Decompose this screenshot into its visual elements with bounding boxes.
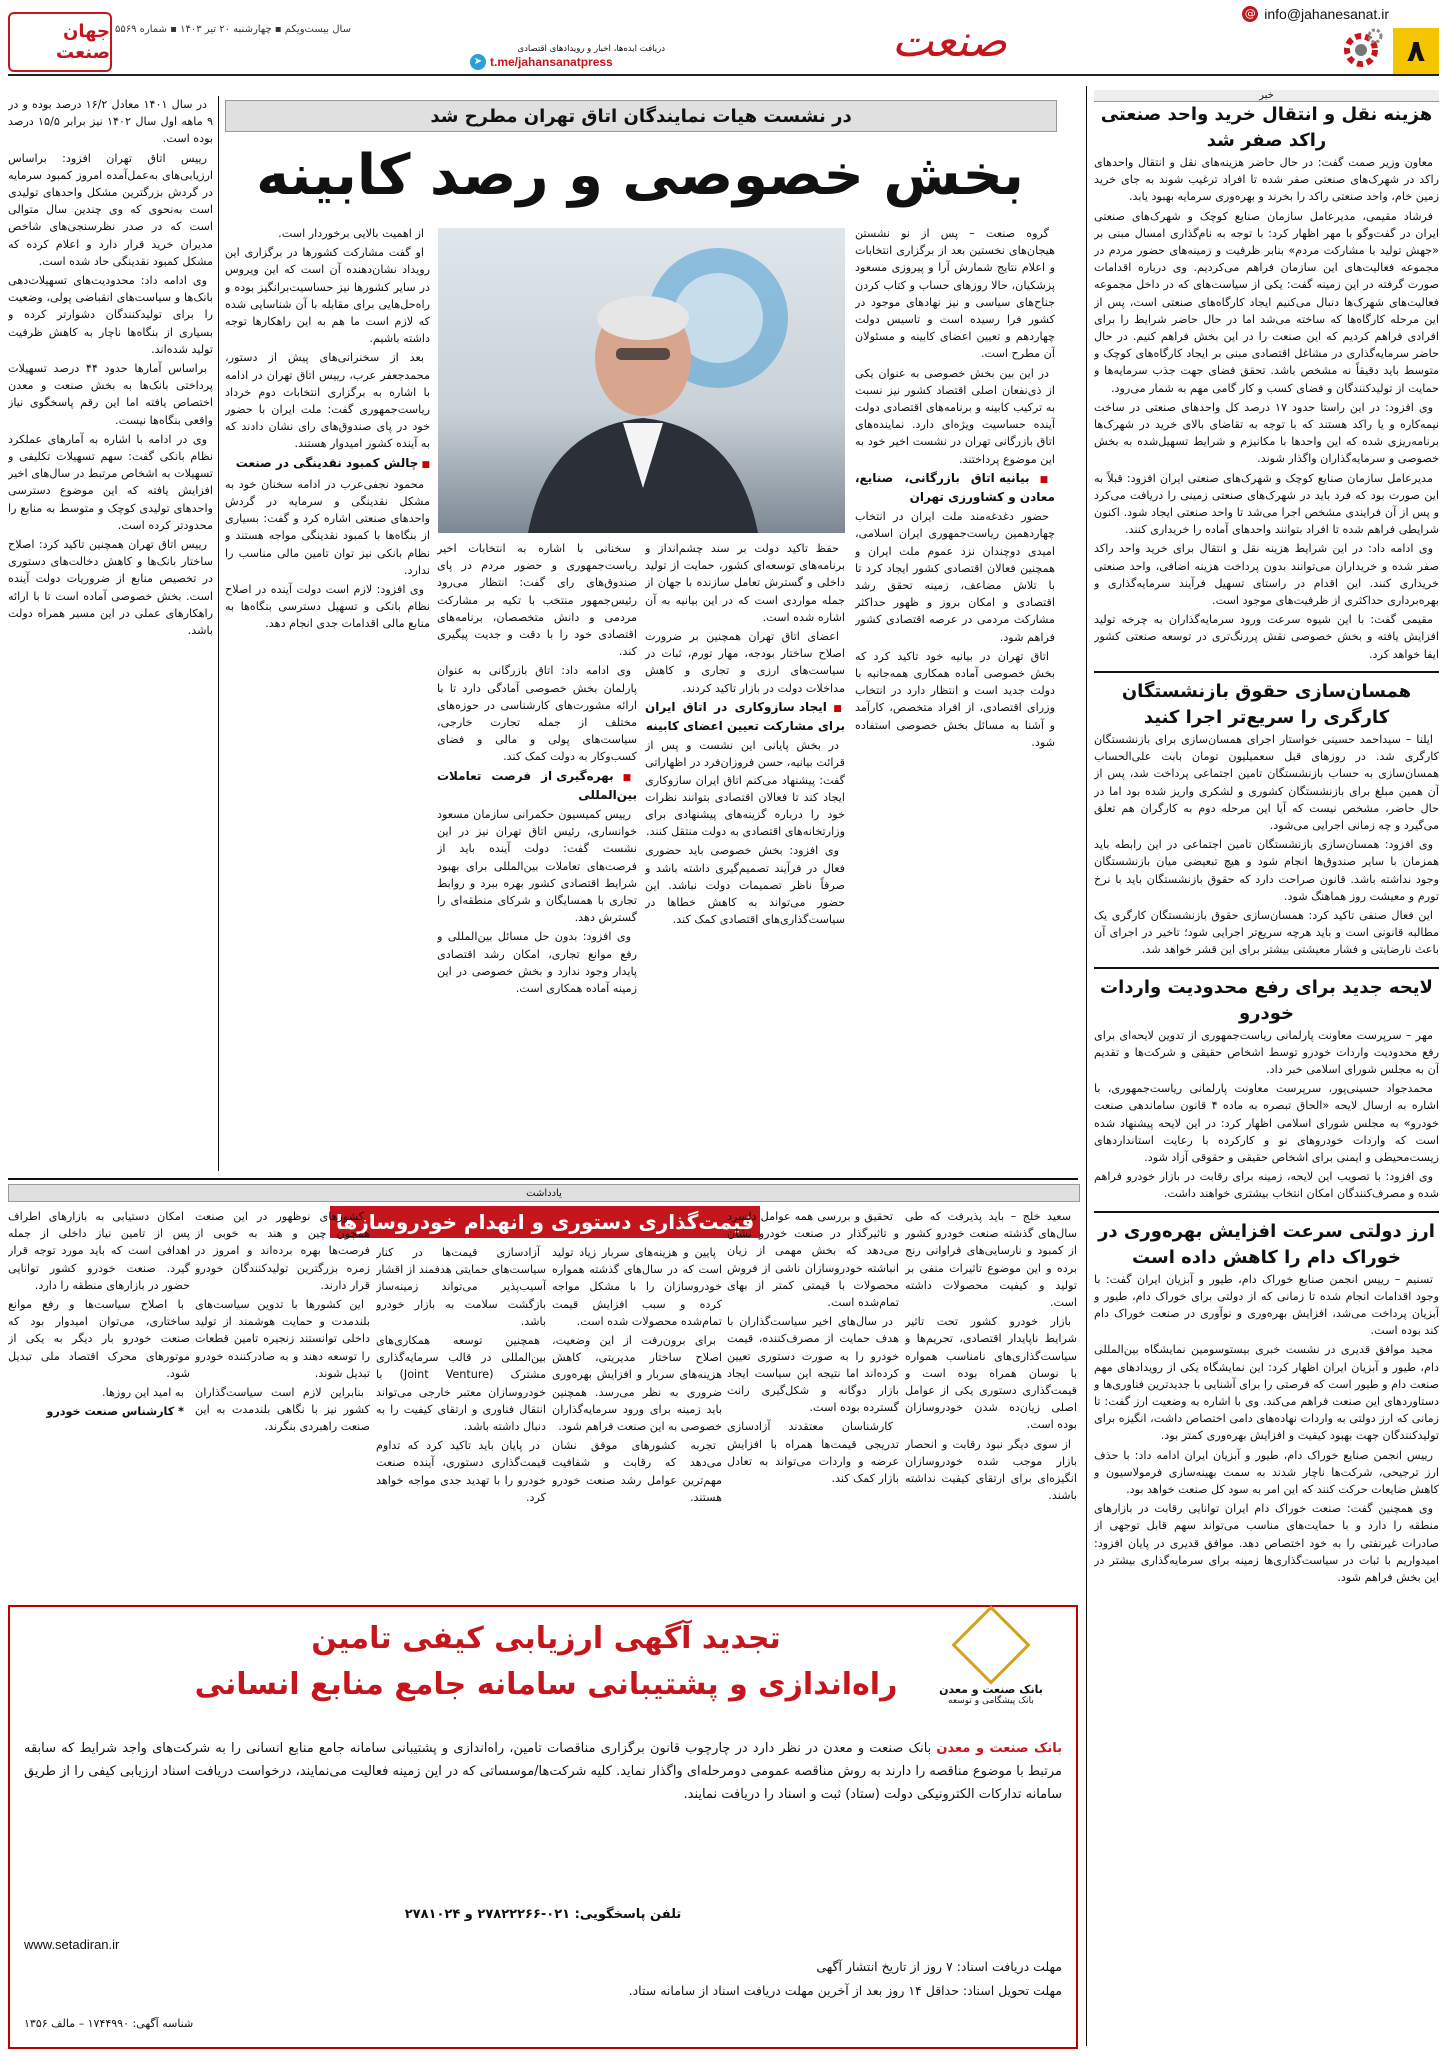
ad-title-1: تجدید آگهی ارزیابی کیفی تامین	[311, 1621, 781, 1656]
main-para: در بخش پایانی این نشست و پس از قرائت بیانیه، حسن فروزان‌فرد در اظهاراتی گفت: پیشنهاد می‌کنم اتاق ایران سازوکاری ایجاد کند تا فعالان اقتصادی بتوانند نظرات خود را درباره گزینه‌های پیشنهادی برای وزارتخانه‌های اقتصادی به دولت منتقل کنند.	[645, 739, 845, 839]
story4-para: رییس انجمن صنایع خوراک دام، طیور و آبزیان ایران ادامه داد: با حذف ارز ترجیحی، شرکت‌ها ناچار شدند به سمت بهینه‌سازی فرمولاسیون و کاهش ضایعات حرکت کنند که این امر به سود کل صنعت خواهد بود.	[1094, 1448, 1439, 1496]
telegram-icon: ➤	[470, 54, 486, 70]
opinion-col-5	[195, 1208, 370, 1598]
opinion-para: برای برون‌رفت از این وضعیت، اصلاح ساختار مدیریتی، کاهش هزینه‌های سربار و افزایش بهره‌وری ضروری به نظر می‌رسد. همچنین باید زمینه برای ورود سرمایه‌گذاران خصوصی به این صنعت فراهم شود.	[552, 1334, 722, 1434]
story2-para: وی افزود: همسان‌سازی بازنشستگان تامین اجتماعی در این رابطه باید همزمان با سایر صندوق‌ها انجام شود و هیچ تبعیضی میان بازنشستگان وجود نداشته باشد. قانون صراحت دارد که حقوق بازنشستگان باید با نرخ تورم و معیشت روز هماهنگ شود.	[1094, 838, 1439, 903]
main-para: وی افزود: بدون حل مسائل بین‌المللی و رفع موانع تجاری، امکان رشد اقتصادی پایدار وجود ندارد و بخش خصوصی در این زمینه آماده همکاری است.	[437, 930, 637, 996]
ad-doc-note: مهلت دریافت اسناد: ۷ روز از تاریخ انتشار آگهی	[816, 1959, 1062, 1974]
main-col-d	[225, 225, 430, 1170]
page-number: ۸	[1406, 33, 1426, 69]
main-para: اعضای اتاق تهران همچنین بر ضرورت اصلاح ساختار بودجه، مهار تورم، ثبات در سیاست‌های ارزی و تجاری و کاهش مداخلات دولت در بازار تاکید کردند.	[645, 630, 845, 695]
header-rule	[8, 74, 1439, 76]
main-para: رییس اتاق تهران همچنین تاکید کرد: اصلاح ساختار بانک‌ها و کاهش دخالت‌های دستوری در تخصیص منابع از ضروریات دولت آینده است. بخش خصوصی آماده است تا با ارائه راهکارهای عملی در این مسیر همراه دولت باشد.	[8, 538, 213, 638]
main-col-a	[855, 225, 1055, 1170]
story3-para: مهر – سرپرست معاونت پارلمانی ریاست‌جمهوری از تدوین لایحه‌ای برای رفع محدودیت واردات خودرو توسط اشخاص حقیقی و شرکت‌ها و تقدیم آن به مجلس شورای اسلامی خبر داد.	[1094, 1028, 1439, 1076]
opinion-kicker: یادداشت	[526, 1187, 562, 1199]
opinion-para: در سال‌های اخیر سیاست‌گذاران با هدف حمایت از مصرف‌کننده، قیمت خودرو را به صورت دستوری تعیین کرده‌اند اما نتیجه این سیاست ایجاد بازار دوگانه و شکل‌گیری رانت گسترده بوده است.	[727, 1315, 899, 1415]
main-subhead: ■ چالش کمبود نقدینگی در صنعت	[225, 455, 430, 474]
ad-title-2: راه‌اندازی و پشتیبانی سامانه جامع منابع انسانی	[194, 1667, 898, 1702]
opinion-para: امکان دستیابی به بازارهای اطراف پس از تامین نیاز داخلی از جمله اهدافی است که باید مورد توجه قرار گیرد. صنعت خودرو کشور توانایی حضور در بازارهای منطقه را دارد.	[8, 1210, 190, 1292]
ad-phone: تلفن پاسخگویی: ۰۲۱-۲۷۸۲۲۲۶۶ و ۲۷۸۱۰۲۴	[404, 1907, 682, 1922]
story3-body	[1094, 1027, 1439, 1205]
main-para: اتاق تهران در بیانیه خود تاکید کرد که بخش خصوصی آماده همکاری همه‌جانبه با دولت جدید است و انتظار دارد در انتخاب وزرای اقتصادی، از افراد متخصص، کارآمد و آشنا به مسائل بخش خصوصی استفاده شود.	[855, 649, 1055, 749]
opinion-para: تحقیق و بررسی همه عوامل دلسرد و تاثیرگذار در صنعت خودرو نشان می‌دهد که بخش مهمی از زیان انباشته خودروسازان ناشی از فروش محصولات با قیمتی کمتر از بهای تمام‌شده است.	[727, 1210, 899, 1310]
story2-para: این فعال صنفی تاکید کرد: همسان‌سازی حقوق بازنشستگان کارگری یک مطالبه قانونی است و باید هرچه سریع‌تر اجرایی شود؛ تاخیر در اجرای آن باعث نارضایتی و فشار معیشتی بیشتر برای این قشر خواهد شد.	[1094, 908, 1439, 957]
main-kicker: در نشست هیات نمایندگان اتاق تهران مطرح شد	[430, 105, 852, 127]
opinion-para: این کشورها با تدوین سیاست‌های بلندمدت و حمایت هوشمند از تولید داخلی توانستند زنجیره تامین قطعات را توسعه دهند و به صادرکننده خودرو تبدیل شوند.	[195, 1298, 370, 1380]
main-para: حضور دغدغه‌مند ملت ایران در انتخاب چهاردهمین ریاست‌جمهوری ایران اسلامی، امیدی دوچندان نزد عموم ملت ایران و همچنین فعالان اقتصادی کشور ایجاد کرد تا با تلاش مضاعف، زمینه تحقق رشد اقتصادی و امکان بروز و ظهور حداکثر مشارکت مردمی در عرصه اقتصادی کشور فراهم شود.	[855, 510, 1055, 644]
main-para: گروه صنعت – پس از نو نشستن هیجان‌های نخستین بعد از برگزاری انتخابات و اعلام نتایج شمارش آرا و پیروزی مسعود پزشکیان، حالا روزهای حساب و کتاب کردن جناح‌های سیاسی و نیز نهادهای موجود در کشور فرا رسیده است و تاسیس دولت چهاردهم و تعیین اعضای کابینه و مسئولان آن مطرح است.	[855, 227, 1055, 361]
ad-code: شناسه آگهی: ۱۷۴۴۹۹۰ – مالف ۱۳۵۶	[24, 2017, 194, 2030]
story4-body	[1094, 1271, 1439, 1589]
main-para: در این بین بخش خصوصی به عنوان یکی از ذی‌نفعان اصلی اقتصاد کشور نیز نسبت به ترکیب کابینه و برنامه‌های اقتصادی دولت آینده حساسیت ویژه‌ای دارد. نماینده‌های اتاق بازرگانی تهران در نشست اخیر خود به این موضوع پرداختند.	[855, 366, 1055, 466]
opinion-para: پایین و هزینه‌های سربار زیاد تولید است که در سال‌های گذشته همواره خودروسازان را با مشکل مواجه کرده و سبب افزایش قیمت تمام‌شده محصولات شده است.	[552, 1246, 722, 1328]
main-para: محمود نجفی‌عرب در ادامه سخنان خود به مشکل نقدینگی و سرمایه در گردش واحدهای صنعتی اشاره کرد و گفت: بسیاری از بنگاه‌ها با کمبود نقدینگی مواجه هستند و نظام بانکی نیز توان تامین مالی مناسب را ندارد.	[225, 477, 430, 577]
newspaper-logo	[8, 12, 112, 72]
ad-body-text: بانک صنعت و معدن در نظر دارد در چارچوب قانون برگزاری مناقصات تامین، راه‌اندازی و پشتیبانی سامانه جامع منابع انسانی را به شرکت‌های واجد شرایط که سابقه مرتبط با موضوع مناقصه را دارند به روش مناقصه عمومی دومرحله‌ای واگذار نماید. کلیه شرکت‌ها/موسساتی که در این زمینه فعالیت می‌نمایند، درخواست دریافت اسناد ارزیابی کیفی را از طریق سامانه تدارکات الکترونیکی دولت (ستاد) ثبت و اسناد را دریافت نمایند.	[24, 1741, 1062, 1802]
opinion-para: بنابراین لازم است سیاست‌گذاران کشور نیز با نگاهی بلندمدت به این صنعت راهبردی بنگرند.	[195, 1386, 370, 1434]
bank-name-logo: بانک صنعت و معدن	[939, 1683, 1043, 1696]
main-kicker-bar	[225, 100, 1057, 132]
story2-para: ایلنا – سیداحمد حسینی خواستار اجرای همسان‌سازی برای بازنشستگان کارگری شد. در روزهای قبل سعمیلیون تومان بابت علی‌الحساب همسان‌سازی به حساب بازنشستگان تامین اجتماعی پرداخت شد، پس از آن همین مبلغ برای بازنشستگان کشوری و لشکری واریز شده بود اما در حال حاضر، مشخص نیست که آیا این مرحله دوم به کارگران هم تعلق می‌گیرد و چه زمانی اجرایی می‌شود.	[1094, 732, 1439, 832]
opinion-col-1	[905, 1208, 1077, 1598]
opinion-para: کشورهای نوظهور در این صنعت همچون چین و هند به خوبی از فرصت‌ها بهره برده‌اند و امروز در زمره بزرگترین تولیدکنندگان خودرو قرار دارند.	[195, 1210, 370, 1292]
main-subhead: ■ ایجاد سازوکاری در اتاق ایران برای مشارکت تعیین اعضای کابینه	[645, 699, 845, 735]
main-para: رییس اتاق تهران افزود: براساس ارزیابی‌های به‌عمل‌آمده امروز کمبود سرمایه در گردش بزرگترین مشکل واحدهای تولیدی است به‌نحوی که وی چندین سال متوالی است که در صدر نظرسنجی‌های شاخص مدیران خرید قرار دارد و اعلام کرده که مشکل کمبود نقدینگی حاد شده است.	[8, 151, 213, 268]
main-photo	[438, 228, 845, 533]
opinion-para: بازار خودرو کشور تحت تاثیر شرایط ناپایدار اقتصادی، تحریم‌ها و سیاست‌گذاری‌های نامناسب همواره با نوسان همراه بوده است و قیمت‌گذاری دستوری یکی از عوامل اصلی زیان‌ده شدن خودروسازان بوده است.	[905, 1315, 1077, 1432]
bank-logo-icon	[951, 1605, 1030, 1684]
masthead	[0, 0, 1447, 76]
main-col-c	[437, 540, 637, 1170]
opinion-title: قیمت‌گذاری دستوری و انهدام خودروسازها	[330, 1206, 760, 1238]
section-title: صنعت	[891, 16, 1007, 67]
issue-info: سال بیست‌ویکم ▪ چهارشنبه ۲۰ تیر ۱۴۰۳ ▪ شماره ۵۵۶۹	[115, 24, 351, 35]
section-divider	[8, 1178, 1078, 1180]
story1-para: معاون وزیر صمت گفت: در حال حاضر هزینه‌های نقل و انتقال واحدهای راکد در شهرک‌های صنعتی صفر شده تا افراد ترغیب شوند به جای خرید زمین خام، واحد صنعتی راکد را بخرند و بهره‌وری سرمایه بهبود یابد.	[1094, 156, 1439, 204]
telegram-box	[470, 44, 665, 72]
main-headline: بخش خصوصی و رصد کابینه	[256, 143, 1024, 208]
main-para: بعد از سخنرانی‌های پیش از دستور، محمدجعفر عرب، رییس اتاق تهران در ادامه با اشاره به برگزاری انتخابات دوم خرداد ریاست‌جمهوری گفت: ملت ایران با حضور خود در پای صندوق‌های رای نشان دادند که به آینده کشور امیدوار هستند.	[225, 351, 430, 451]
story2-body	[1094, 731, 1439, 961]
main-para: وی افزود: لازم است دولت آینده در اصلاح نظام بانکی و تسهیل دسترسی بنگاه‌ها به منابع مالی اقدامات جدی انجام دهد.	[225, 583, 430, 631]
email-row	[1242, 6, 1389, 22]
advertisement	[8, 1605, 1078, 2049]
right-column	[1094, 90, 1439, 2040]
opinion-signoff: * کارشناس صنعت خودرو	[46, 1405, 184, 1419]
main-col-e	[8, 96, 213, 1171]
ad-website[interactable]: www.setadiran.ir	[24, 1937, 120, 1952]
bank-tagline: بانک پیشگامی و توسعه	[948, 1696, 1034, 1706]
story1-para: مدیرعامل سازمان صنایع کوچک و شهرک‌های صنعتی ایران افزود: قبلاً به این صورت بود که فرد باید در شهرک‌های صنعتی زمینی را دریافت می‌کرد و پس از آن فرایندی مشخص اجرا می‌شد تا واحد صنعتی ایجاد شود. اکنون شرایطی فراهم شده تا افراد بتوانند واحدهای آماده را خریداری کنند.	[1094, 471, 1439, 537]
logo-text: جهان صنعت	[56, 21, 110, 63]
email-icon: @	[1242, 6, 1258, 22]
story3-title: لایحه جدید برای رفع محدودیت واردات خودرو	[1100, 976, 1433, 1024]
story4-para: وی همچنین گفت: صنعت خوراک دام ایران توانایی رقابت در بازارهای منطقه را دارد و با حمایت‌های مناسب می‌تواند سهم قابل توجهی از صادرات غیرنفتی را به خود اختصاص دهد. موافق قدیری در پایان افزود: امیدواریم با ثبات در سیاست‌گذاری‌ها زمینه برای سرمایه‌گذاری بیشتر در این بخش فراهم شود.	[1094, 1502, 1439, 1585]
main-para: حفظ تاکید دولت بر سند چشم‌انداز و برنامه‌های توسعه‌ای کشور، حمایت از تولید داخلی و گسترش تعامل سازنده با جهان از جمله مواردی است که در این بیانیه به آن اشاره شده است.	[645, 542, 845, 624]
main-col-b	[645, 540, 845, 1170]
main-subhead: ■ بهره‌گیری از فرصت تعاملات بین‌المللی	[437, 768, 637, 804]
ad-bank-name: بانک صنعت و معدن	[936, 1741, 1062, 1756]
opinion-col-4	[376, 1244, 546, 1598]
opinion-para: کارشناسان معتقدند آزادسازی تدریجی قیمت‌ها همراه با افزایش عرضه و واردات می‌تواند به تعادل بازار کمک کند.	[727, 1420, 899, 1486]
main-para: در سال ۱۴۰۱ معادل ۱۶/۲ درصد بوده و در ۹ ماهه اول سال ۱۴۰۲ نیز برابر ۱۵/۵ درصد بوده است.	[8, 98, 213, 146]
email-address[interactable]: info@jahanesanat.ir	[1264, 6, 1389, 22]
opinion-para: سعید خلج – باید پذیرفت که طی سال‌های گذشته صنعت خودرو کشور از کمبود و نارسایی‌های فراوانی رنج برده و این موضوع تاثیرات منفی بر تولید و کیفیت محصولات داشته است.	[905, 1210, 1077, 1310]
ad-deadline: مهلت تحویل اسناد: حداقل ۱۴ روز بعد از آخرین مهلت دریافت اسناد از سامانه ستاد.	[628, 1983, 1062, 1998]
main-para: رییس کمیسیون حکمرانی سازمان مسعود خوانساری، رئیس اتاق تهران نیز در این نشست گفت: دولت آینده باید از فرصت‌های تعاملات بین‌المللی برای بهبود شرایط اقتصادی کشور بهره ببرد و روابط تجاری با همسایگان و شرکای منطقه‌ای را گسترش دهد.	[437, 808, 637, 925]
opinion-para: به امید این روزها.	[102, 1386, 184, 1400]
story2-title: همسان‌سازی حقوق بازنشستگان کارگری را سریع‌تر اجرا کنید	[1121, 680, 1412, 728]
opinion-kicker-bar	[8, 1184, 1080, 1202]
telegram-link[interactable]: t.me/jahansanatpress	[490, 55, 613, 69]
opinion-para: از سوی دیگر نبود رقابت و انحصار بازار موجب شده خودروسازان انگیزه‌ای برای ارتقای کیفیت نداشته باشند.	[905, 1437, 1077, 1503]
gear-icon	[1337, 26, 1385, 74]
opinion-col-3	[552, 1244, 722, 1598]
main-para: وی ادامه داد: اتاق بازرگانی به عنوان پارلمان بخش خصوصی آمادگی دارد تا با ارائه مشورت‌های کارشناسی در حوزه‌های مختلف از جمله تجارت خارجی، سیاست‌های پولی و مالی و فضای کسب‌وکار به دولت کمک کند.	[437, 664, 637, 764]
main-para: وی افزود: بخش خصوصی باید حضوری فعال در فرآیند تصمیم‌گیری داشته باشد و صرفاً ناظر تصمیمات دولت نباشد. این حضور می‌تواند به کاهش خطاها در سیاست‌گذاری‌های اقتصادی کمک کند.	[645, 844, 845, 927]
story1-title: هزینه نقل و انتقال خرید واحد صنعتی راکد صفر شد	[1100, 104, 1433, 151]
opinion-para: تجربه کشورهای موفق نشان می‌دهد که رقابت و شفافیت مهم‌ترین عوامل رشد صنعت خودرو هستند.	[552, 1439, 722, 1504]
page-number-box	[1393, 28, 1439, 74]
column-divider	[218, 96, 219, 1171]
opinion-col-2	[727, 1208, 899, 1598]
column-divider	[1086, 86, 1087, 2046]
story3-para: وی افزود: با تصویب این لایحه، زمینه برای رقابت در بازار خودرو فراهم شده و مصرف‌کنندگان امکان انتخاب بیشتری خواهند داشت.	[1094, 1170, 1439, 1201]
main-para: او گفت مشارکت کشورها در برگزاری این رویداد نشان‌دهنده آن است که این ویروس در سایر کشورها نیز حساسیت‌برانگیز بوده و راه‌حل‌هایی برای مقابله با آن شناسایی شده که لازم است ما هم به این راهکارها توجه داشته باشیم.	[225, 246, 430, 346]
telegram-label: دریافت ایده‌ها، اخبار و رویدادهای اقتصادی	[517, 44, 665, 54]
opinion-para: در پایان باید تاکید کرد که تداوم قیمت‌گذاری دستوری، آینده صنعت خودرو را با تهدید جدی مواجه خواهد کرد.	[376, 1439, 546, 1504]
kicker-khabar: خبر	[1094, 90, 1439, 102]
story4-title: ارز دولتی سرعت افزایش بهره‌وری در خوراک دام را کاهش داده است	[1098, 1220, 1435, 1268]
opinion-para: با اصلاح سیاست‌ها و رفع موانع ساختاری، می‌توان امیدوار بود که صنعت خودرو بار دیگر به یکی از موتورهای محرک اقتصاد ملی تبدیل شود.	[8, 1298, 190, 1380]
story1-para: فرشاد مقیمی، مدیرعامل سازمان صنایع کوچک و شهرک‌های صنعتی ایران در گفت‌وگو با مهر اظهار کرد: با توجه به نام‌گذاری امسال مبنی بر «جهش تولید با مشارکت مردم» بنابر ظرفیت و زمینه‌های حضور مردم در مجموعه فعالیت‌های این سازمان فراهم می‌کردیم. وی درباره اقدامات صورت گرفته در این زمینه گفت: یکی از سیاست‌های که در داخل مجموعه فعالیت‌های شهرک‌ها دنبال می‌کنیم ایجاد کارگاه‌های صنعتی است، پس از این مرحله کارگاه‌ها که ساخته می‌شد اما در حال حاضر شرایط را برای افرادی فراهم کردیم که این صنعت را در این بخش فراهم کنیم. در حال حاضر سرمایه‌گذاری در مشاغل اقتصادی مبنی بر ایجاد کارگاه‌های کوچک و متوسط باید دقیقاً نه مشخص باشد. تحقق فضای جهت جذب سرمایه‌ها و حمایت از تولیدکنندگان و فضای کسب و کار گامی مهم به شمار می‌رود.	[1094, 209, 1439, 395]
main-para: وی ادامه داد: محدودیت‌های تسهیلات‌دهی بانک‌ها و سیاست‌های انقباضی پولی، وضعیت را برای تولیدکنندگان دشوارتر کرده و بسیاری از بنگاه‌ها ناچار به کاهش ظرفیت تولید شده‌اند.	[8, 274, 213, 356]
story3-para: محمدجواد حسینی‌پور، سرپرست معاونت پارلمانی ریاست‌جمهوری، با اشاره به ارسال لایحه «الحاق تبصره به ماده ۴ قانون ساماندهی صنعت خودرو» به مجلس شورای اسلامی اظهار کرد: در این لایحه پیشنهاد شده است که واردات خودروهای نو و کارکرده با رعایت استانداردهای زیست‌محیطی و ایمنی برای اشخاص حقیقی و حقوقی آزاد شود.	[1094, 1082, 1439, 1164]
story1-body	[1094, 154, 1439, 665]
main-subhead: ■ بیانیه اتاق بازرگانی، صنایع، معادن و کشاورزی تهران	[855, 470, 1055, 506]
story1-para: مقیمی گفت: با این شیوه سرعت ورود سرمایه‌گذاران به چرخه تولید افزایش یافته و بخش خصوصی نقش پررنگ‌تری در توسعه صنعتی کشور ایفا خواهد کرد.	[1094, 613, 1439, 661]
story4-para: تسنیم – رییس انجمن صنایع خوراک دام، طیور و آبزیان ایران گفت: با وجود اقدامات انجام شده تا زمانی که از دولتی برای خوراک دام، طیور و آبزیان پرداخت می‌شد، افزایش بهره‌وری و نوآوری در صنعت خوراک دام کند بوده است.	[1094, 1272, 1439, 1338]
opinion-para: همچنین توسعه همکاری‌های بین‌المللی در قالب سرمایه‌گذاری مشترک (Joint Venture) با خودروسازان معتبر خارجی می‌تواند انتقال فناوری و ارتقای کیفیت را به دنبال داشته باشد.	[376, 1334, 546, 1434]
main-para: وی در ادامه با اشاره به آمارهای عملکرد نظام بانکی گفت: سهم تسهیلات تکلیفی و تسهیلات به اشخاص مرتبط در سال‌های اخیر افزایش یافته که این موضوع دسترسی واحدهای تولیدی کوچک و متوسط به منابع را محدودتر کرده است.	[8, 432, 213, 532]
ad-body	[24, 1737, 1062, 1806]
story1-para: وی افزود: در این راستا حدود ۱۷ درصد کل واحدهای صنعتی در ساخت نیمه‌کاره و یا راکد هستند که با توجه به تقاضای بالای خرید در شهرک‌ها برنامه‌ریزی شده که این واحدها با مکانیزم و شرایط تسهیل‌شده به بخش خصوصی و سرمایه‌گذاران واگذار شوند.	[1094, 400, 1439, 466]
opinion-para: آزادسازی قیمت‌ها در کنار سیاست‌های حمایتی هدفمند از اقشار آسیب‌پذیر می‌تواند زمینه‌ساز بازگشت سلامت به بازار خودرو باشد.	[376, 1246, 546, 1328]
bank-logo	[916, 1617, 1066, 1707]
story4-para: مجید موافق قدیری در نشست خبری بیستوسومین نمایشگاه بین‌المللی دام، طیور و آبزیان ایران اظهار کرد: این نمایشگاه یکی از رویدادهای مهم صنعت دام و طیور است که فرصتی را برای آشنایی با جدیدترین فناوری‌ها و دستاوردهای این صنعت فراهم می‌کند. وی با اشاره به وضعیت ارز گفت: تا زمانی که ارز دولتی به واردات نهاده‌های دامی اختصاص داشت، انگیزه برای تولیدکنندگان جهت بهبود کیفیت و افزایش بهره‌وری کمتر بود.	[1094, 1343, 1439, 1443]
main-para: براساس آمارها حدود ۴۴ درصد تسهیلات پرداختی بانک‌ها به بخش صنعت و معدن اختصاص یافته اما این رقم پاسخگوی نیاز واقعی بنگاه‌ها نیست.	[8, 362, 213, 427]
main-para: سخنانی با اشاره به انتخابات اخیر ریاست‌جمهوری و حضور مردم در پای صندوق‌های رای گفت: انتظار می‌رود رئیس‌جمهور منتخب با تکیه بر مشارکت مردمی و دانش متخصصان، برنامه‌های اقتصادی خود را با دقت و جدیت پیگیری کند.	[437, 542, 637, 659]
story1-para: وی ادامه داد: در این شرایط هزینه نقل و انتقال برای خرید واحد راکد صفر شده و خریداران می‌توانند بدون پرداخت هزینه اضافی، واحد صنعتی خریداری کنند. این اقدام در راستای تسهیل فرآیند سرمایه‌گذاری و بهره‌برداری حداکثری از ظرفیت‌های موجود است.	[1094, 542, 1439, 608]
main-para: از اهمیت بالایی برخوردار است.	[278, 227, 424, 240]
opinion-col-6	[8, 1208, 190, 1598]
